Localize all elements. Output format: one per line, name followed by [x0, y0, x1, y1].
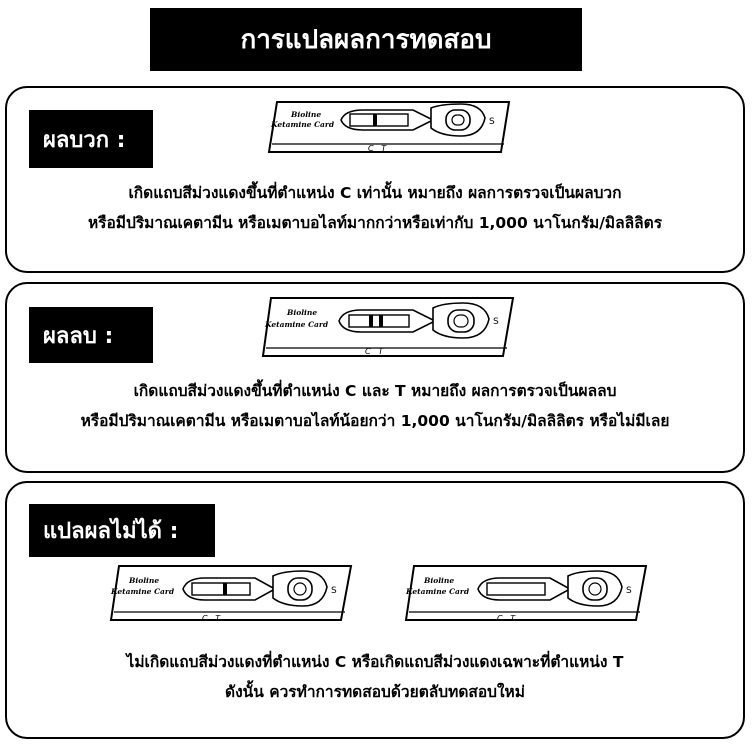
card-brand: Bioline: [129, 576, 160, 585]
negative-line-2: หรือมีปริมาณเคตามีน หรือเมตาบอไลท์น้อยกว่า 1,000 นาโนกรัม/มิลลิลิตร หรือไม่มีเลย: [80, 412, 670, 430]
card-brand: Bioline: [424, 576, 455, 585]
test-card-invalid-1: [105, 562, 355, 628]
control-line: [373, 114, 377, 126]
invalid-line-1: ไม่เกิดแถบสีม่วงแดงที่ตำแหน่ง C หรือเกิดแถบสีม่วงแดงเฉพาะที่ตำแหน่ง T: [126, 653, 624, 671]
card-s-label: S: [626, 586, 632, 596]
card-ct-label: C T: [365, 347, 384, 356]
test-card-negative: [257, 294, 517, 362]
card-ct-label: C T: [368, 144, 387, 153]
card-product: Ketamine Card: [265, 320, 329, 329]
card-product: Ketamine Card: [111, 587, 175, 596]
negative-line-1: เกิดแถบสีม่วงแดงขึ้นที่ตำแหน่ง C และ T หมายถึง ผลการตรวจเป็นผลลบ: [133, 382, 617, 400]
page-title: การแปลผลการทดสอบ: [150, 8, 582, 71]
negative-description: [7, 376, 743, 436]
card-product: Ketamine Card: [406, 587, 470, 596]
card-ct-label: C T: [497, 614, 516, 623]
card-product: Ketamine Card: [271, 120, 335, 129]
card-brand: Bioline: [287, 308, 318, 317]
negative-section: [5, 282, 745, 473]
positive-label: ผลบวก :: [29, 110, 153, 168]
card-s-label: S: [489, 117, 495, 127]
test-card-positive: [263, 98, 513, 158]
test-line-only: [223, 583, 227, 595]
test-line: [379, 315, 383, 327]
card-ct-label: C T: [202, 614, 221, 623]
invalid-line-2: ดังนั้น ควรทำการทดสอบด้วยตลับทดสอบใหม่: [225, 683, 525, 701]
positive-line-2: หรือมีปริมาณเคตามีน หรือเมตาบอไลท์มากกว่าหรือเท่ากับ 1,000 นาโนกรัม/มิลลิลิตร: [87, 214, 663, 232]
control-line: [369, 315, 373, 327]
invalid-label: แปลผลไม่ได้ :: [29, 504, 215, 557]
card-s-label: S: [331, 586, 337, 596]
invalid-section: [5, 481, 745, 739]
positive-section: [5, 86, 745, 273]
positive-description: [7, 178, 743, 238]
test-card-invalid-2: [400, 562, 650, 628]
positive-line-1: เกิดแถบสีม่วงแดงขึ้นที่ตำแหน่ง C เท่านั้น หมายถึง ผลการตรวจเป็นผลบวก: [128, 184, 622, 202]
card-s-label: S: [493, 317, 499, 327]
invalid-description: [7, 647, 743, 707]
negative-label: ผลลบ :: [29, 307, 153, 363]
card-brand: Bioline: [291, 110, 322, 119]
